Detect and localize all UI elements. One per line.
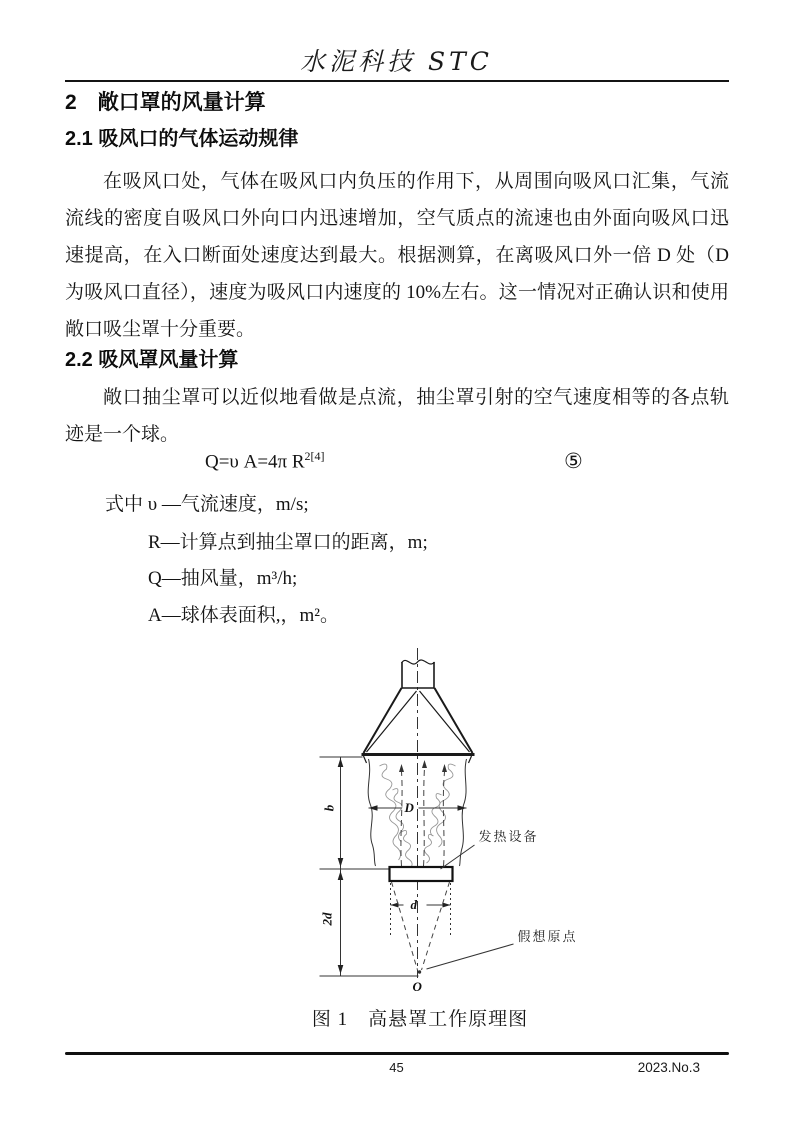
where-item-q: Q—抽风量，m³/h; <box>148 568 298 589</box>
figure-1-diagram <box>300 645 580 995</box>
journal-title: 水泥科技 STC <box>300 47 493 76</box>
equation-5 <box>205 449 325 473</box>
label-d: d <box>410 897 417 912</box>
sub-heading-2-1: 2.1 吸风口的气体运动规律 <box>65 128 299 150</box>
imaginary-origin-leader <box>427 944 514 969</box>
section-heading: 2 敞口罩的风量计算 <box>65 91 266 114</box>
where-item-a: A—球体表面积,，m²。 <box>148 605 339 626</box>
paragraph-1: 在吸风口处，气体在吸风口内负压的作用下，从周围向吸风口汇集，气流流线的密度自吸风口外向口内迅速增加，空气质点的流速也由外面向吸风口迅速提高，在入口断面处速度达到最大。根据测算，在离吸风口外一倍 D 处（D 为吸风口直径），速度为吸风口内速度的 10%左右。这一情况对正确认识和使用敞口吸尘罩十分重要。 <box>65 171 729 340</box>
heating-equipment-leader <box>441 845 475 869</box>
footer-rule <box>65 1052 729 1055</box>
where-item-r: R—计算点到抽尘罩口的距离，m; <box>148 532 428 553</box>
issue-number: 2023.No.3 <box>637 1060 700 1075</box>
figure-caption: 图 1 高悬罩工作原理图 <box>311 1009 529 1030</box>
equation-number: ⑤ <box>564 449 583 473</box>
label-imaginary-origin: 假想原点 <box>517 929 578 944</box>
label-b: b <box>321 804 337 812</box>
convergence-lines <box>392 882 450 970</box>
label-origin-O: O <box>412 979 422 994</box>
page-number: 45 <box>389 1060 404 1075</box>
sub-heading-2-2: 2.2 吸风罩风量计算 <box>65 349 239 371</box>
heating-equipment-shape <box>390 867 453 881</box>
where-intro-line: 式中 υ —气流速度，m/s; <box>105 494 309 515</box>
paragraph-2: 敞口抽尘罩可以近似地看做是点流，抽尘罩引射的空气速度相等的各点轨迹是一个球。 <box>65 387 729 445</box>
label-D: D <box>404 800 414 815</box>
label-2d: 2d <box>319 912 335 926</box>
equation-body: Q=υ A=4π R <box>205 451 305 473</box>
header-rule <box>65 80 729 82</box>
origin-point-dot <box>418 970 421 973</box>
equation-superscript: 2[4] <box>304 449 325 463</box>
label-heating-equipment: 发热设备 <box>478 829 539 844</box>
